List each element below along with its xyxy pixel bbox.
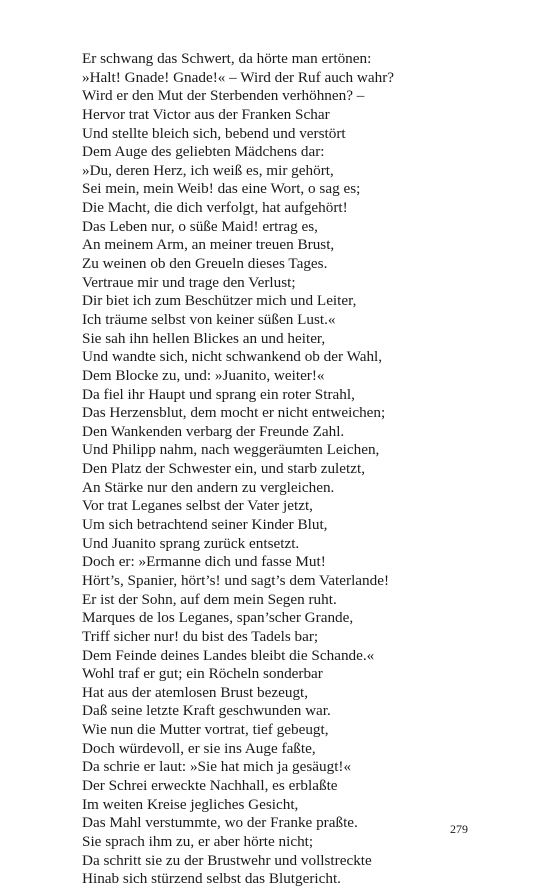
poem-line: An Stärke nur den andern zu vergleichen. [82, 478, 335, 496]
poem-line: An meinem Arm, an meiner treuen Brust, [82, 236, 335, 254]
poem-line: Hinab sich stürzend selbst das Blutgericht. [82, 870, 341, 888]
poem-line: Wie nun die Mutter vortrat, tief gebeugt, [82, 721, 329, 739]
poem-line: Das Leben nur, o süße Maid! ertrag es, [82, 217, 318, 235]
poem-line: Da schrie er laut: »Sie hat mich ja gesäugt!« [82, 758, 352, 776]
poem-line: Daß seine letzte Kraft geschwunden war. [82, 702, 331, 720]
poem-line: Vor trat Leganes selbst der Vater jetzt, [82, 497, 313, 515]
poem-line: Das Mahl verstummte, wo der Franke praßte. [82, 814, 358, 832]
poem-line: Doch würdevoll, er sie ins Auge faßte, [82, 739, 316, 757]
poem-line: Da schritt sie zu der Brustwehr und vollstreckte [82, 851, 372, 869]
poem-line: Sie sah ihn hellen Blickes an und heiter, [82, 329, 326, 347]
poem-line: »Halt! Gnade! Gnade!« – Wird der Ruf auch wahr? [82, 68, 395, 86]
poem-line: Hat aus der atemlosen Brust bezeugt, [82, 683, 309, 701]
poem-line: Dem Auge des geliebten Mädchens dar: [82, 143, 325, 161]
poem-line: Wohl traf er gut; ein Röcheln sonderbar [82, 665, 323, 683]
poem-line: Doch er: »Ermanne dich und fasse Mut! [82, 553, 326, 571]
poem-line: Um sich betrachtend seiner Kinder Blut, [82, 516, 328, 534]
poem-line: Er ist der Sohn, auf dem mein Segen ruht. [82, 590, 337, 608]
poem-line: Und Juanito sprang zurück entsetzt. [82, 534, 300, 552]
poem-line: Zu weinen ob den Greueln dieses Tages. [82, 255, 328, 273]
poem-line: Da fiel ihr Haupt und sprang ein roter Strahl, [82, 385, 355, 403]
poem-line: Hervor trat Victor aus der Franken Schar [82, 105, 330, 123]
poem-line: Und stellte bleich sich, bebend und verstört [82, 124, 346, 142]
poem-line: Dem Feinde deines Landes bleibt die Schande.« [82, 646, 375, 664]
poem-line: Dir biet ich zum Beschützer mich und Leiter, [82, 292, 357, 310]
poem-line: »Du, deren Herz, ich weiß es, mir gehört, [82, 161, 334, 179]
poem-line: Hört’s, Spanier, hört’s! und sagt’s dem Vaterlande! [82, 571, 390, 589]
page-number: 279 [450, 822, 468, 836]
poem-line: Sie sprach ihm zu, er aber hörte nicht; [82, 832, 314, 850]
poem-line: Triff sicher nur! du bist des Tadels bar; [82, 627, 319, 645]
poem-line: Den Platz der Schwester ein, und starb zuletzt, [82, 460, 365, 478]
poem-line: Der Schrei erweckte Nachhall, es erblaßte [82, 776, 338, 794]
poem-line: Das Herzensblut, dem mocht er nicht entweichen; [82, 404, 386, 422]
poem-line: Und Philipp nahm, nach weggeräumten Leichen, [82, 441, 380, 459]
poem-line: Wird er den Mut der Sterbenden verhöhnen? – [82, 87, 365, 105]
poem-line: Marques de los Leganes, span’scher Grande, [82, 609, 354, 627]
poem-line: Vertraue mir und trage den Verlust; [82, 273, 296, 291]
poem-text [82, 50, 394, 889]
poem-line: Dem Blocke zu, und: »Juanito, weiter!« [82, 366, 325, 384]
poem-line: Die Macht, die dich verfolgt, hat aufgehört! [82, 199, 348, 217]
poem-line: Den Wankenden verbarg der Freunde Zahl. [82, 422, 345, 440]
poem-line: Und wandte sich, nicht schwankend ob der Wahl, [82, 348, 383, 366]
poem-line: Sei mein, mein Weib! das eine Wort, o sag es; [82, 180, 361, 198]
poem-line: Ich träume selbst von keiner süßen Lust.« [82, 310, 336, 328]
poem-line: Im weiten Kreise jegliches Gesicht, [82, 795, 299, 813]
poem-line: Er schwang das Schwert, da hörte man ertönen: [82, 50, 372, 67]
